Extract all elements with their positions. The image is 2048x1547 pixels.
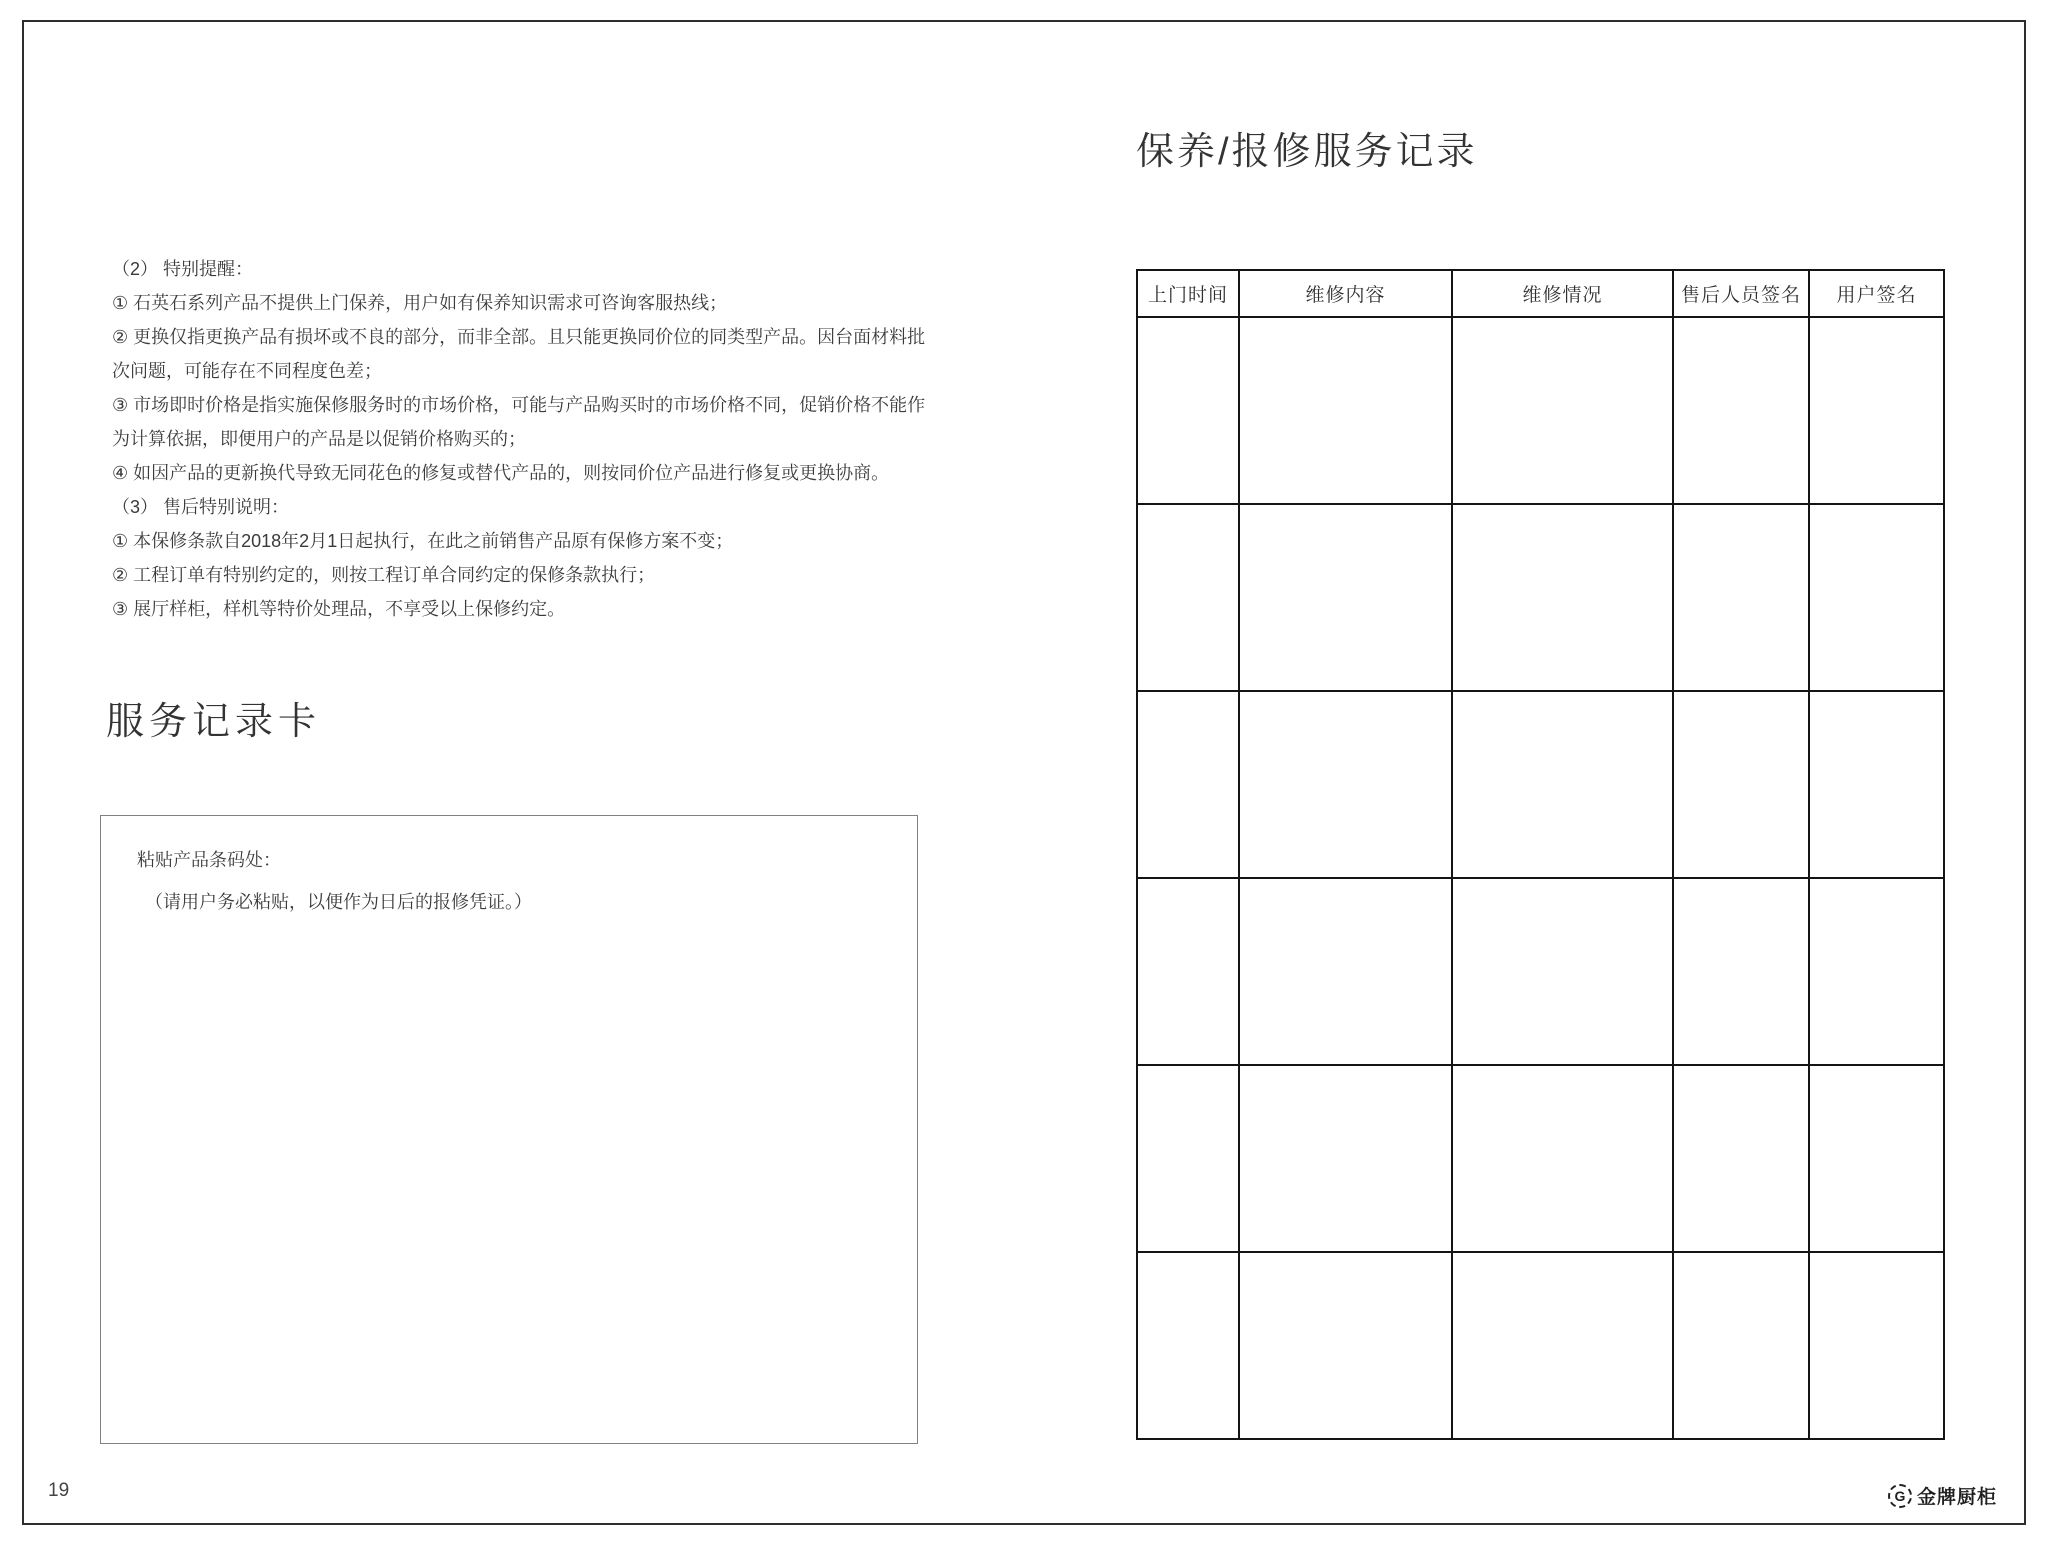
note-line: 为计算依据，即便用户的产品是以促销价格购买的； [112, 429, 526, 449]
table-cell [1137, 317, 1239, 504]
table-cell [1809, 317, 1944, 504]
barcode-box-note: （请用户务必粘贴，以便作为日后的报修凭证。） [145, 892, 532, 912]
table-cell [1809, 1065, 1944, 1252]
page-number: 19 [48, 1480, 70, 1501]
note-line: ② 更换仅指更换产品有损坏或不良的部分，而非全部。且只能更换同价位的同类型产品。因台面材料批 [112, 327, 926, 347]
column-header-visit-time: 上门时间 [1137, 270, 1239, 317]
table-cell [1137, 878, 1239, 1065]
table-cell [1673, 1252, 1809, 1439]
table-cell [1239, 317, 1452, 504]
column-header-repair-status: 维修情况 [1452, 270, 1673, 317]
table-row [1137, 317, 1944, 504]
table-cell [1137, 691, 1239, 878]
table-row [1137, 1065, 1944, 1252]
table-cell [1137, 1252, 1239, 1439]
table-cell [1239, 504, 1452, 691]
table-row [1137, 878, 1944, 1065]
table-row [1137, 691, 1944, 878]
table-cell [1673, 691, 1809, 878]
table-cell [1809, 878, 1944, 1065]
service-record-table [1136, 269, 1945, 1440]
table-cell [1452, 1065, 1673, 1252]
table-cell [1452, 504, 1673, 691]
note-line: ③ 展厅样柜，样机等特价处理品，不享受以上保修约定。 [112, 599, 566, 619]
barcode-box [100, 815, 918, 1444]
column-header-repair-content: 维修内容 [1239, 270, 1452, 317]
table-cell [1239, 1252, 1452, 1439]
table-body [1137, 317, 1944, 1439]
table-cell [1137, 1065, 1239, 1252]
column-header-user-signature: 用户签名 [1809, 270, 1944, 317]
table-header-row [1137, 270, 1944, 317]
note-line: （2） 特别提醒： [112, 259, 254, 279]
note-line: （3） 售后特别说明： [112, 497, 290, 517]
brand-name: 金牌厨柜 [1917, 1487, 1998, 1508]
service-record-card-title: 服务记录卡 [106, 701, 322, 743]
table-cell [1673, 504, 1809, 691]
table-row [1137, 504, 1944, 691]
table-cell [1673, 878, 1809, 1065]
table-cell [1452, 691, 1673, 878]
table-cell [1809, 504, 1944, 691]
column-header-staff-signature: 售后人员签名 [1673, 270, 1809, 317]
maintenance-record-title: 保养/报修服务记录 [1136, 131, 1478, 173]
table-cell [1673, 1065, 1809, 1252]
note-line: ④ 如因产品的更新换代导致无同花色的修复或替代产品的，则按同价位产品进行修复或更换协商。 [112, 463, 890, 483]
table-cell [1809, 691, 1944, 878]
note-line: ③ 市场即时价格是指实施保修服务时的市场价格，可能与产品购买时的市场价格不同，促销价格不能作 [112, 395, 926, 415]
table-header [1137, 270, 1944, 317]
note-line: ① 石英石系列产品不提供上门保养，用户如有保养知识需求可咨询客服热线； [112, 293, 728, 313]
brand-g-icon: G [1888, 1484, 1912, 1508]
table-cell [1452, 1252, 1673, 1439]
table-cell [1137, 504, 1239, 691]
warranty-notes [112, 252, 1012, 626]
table-cell [1239, 691, 1452, 878]
note-line: ② 工程订单有特别约定的，则按工程订单合同约定的保修条款执行； [112, 565, 656, 585]
barcode-box-label: 粘贴产品条码处： [137, 850, 281, 870]
note-line: 次问题，可能存在不同程度色差； [112, 361, 382, 381]
table-cell [1239, 1065, 1452, 1252]
table-cell [1452, 317, 1673, 504]
note-line: ① 本保修条款自2018年2月1日起执行，在此之前销售产品原有保修方案不变； [112, 531, 734, 551]
brand-logo [1888, 1482, 1997, 1509]
table-cell [1239, 878, 1452, 1065]
table-row [1137, 1252, 1944, 1439]
table-cell [1452, 878, 1673, 1065]
table-cell [1673, 317, 1809, 504]
table-cell [1809, 1252, 1944, 1439]
